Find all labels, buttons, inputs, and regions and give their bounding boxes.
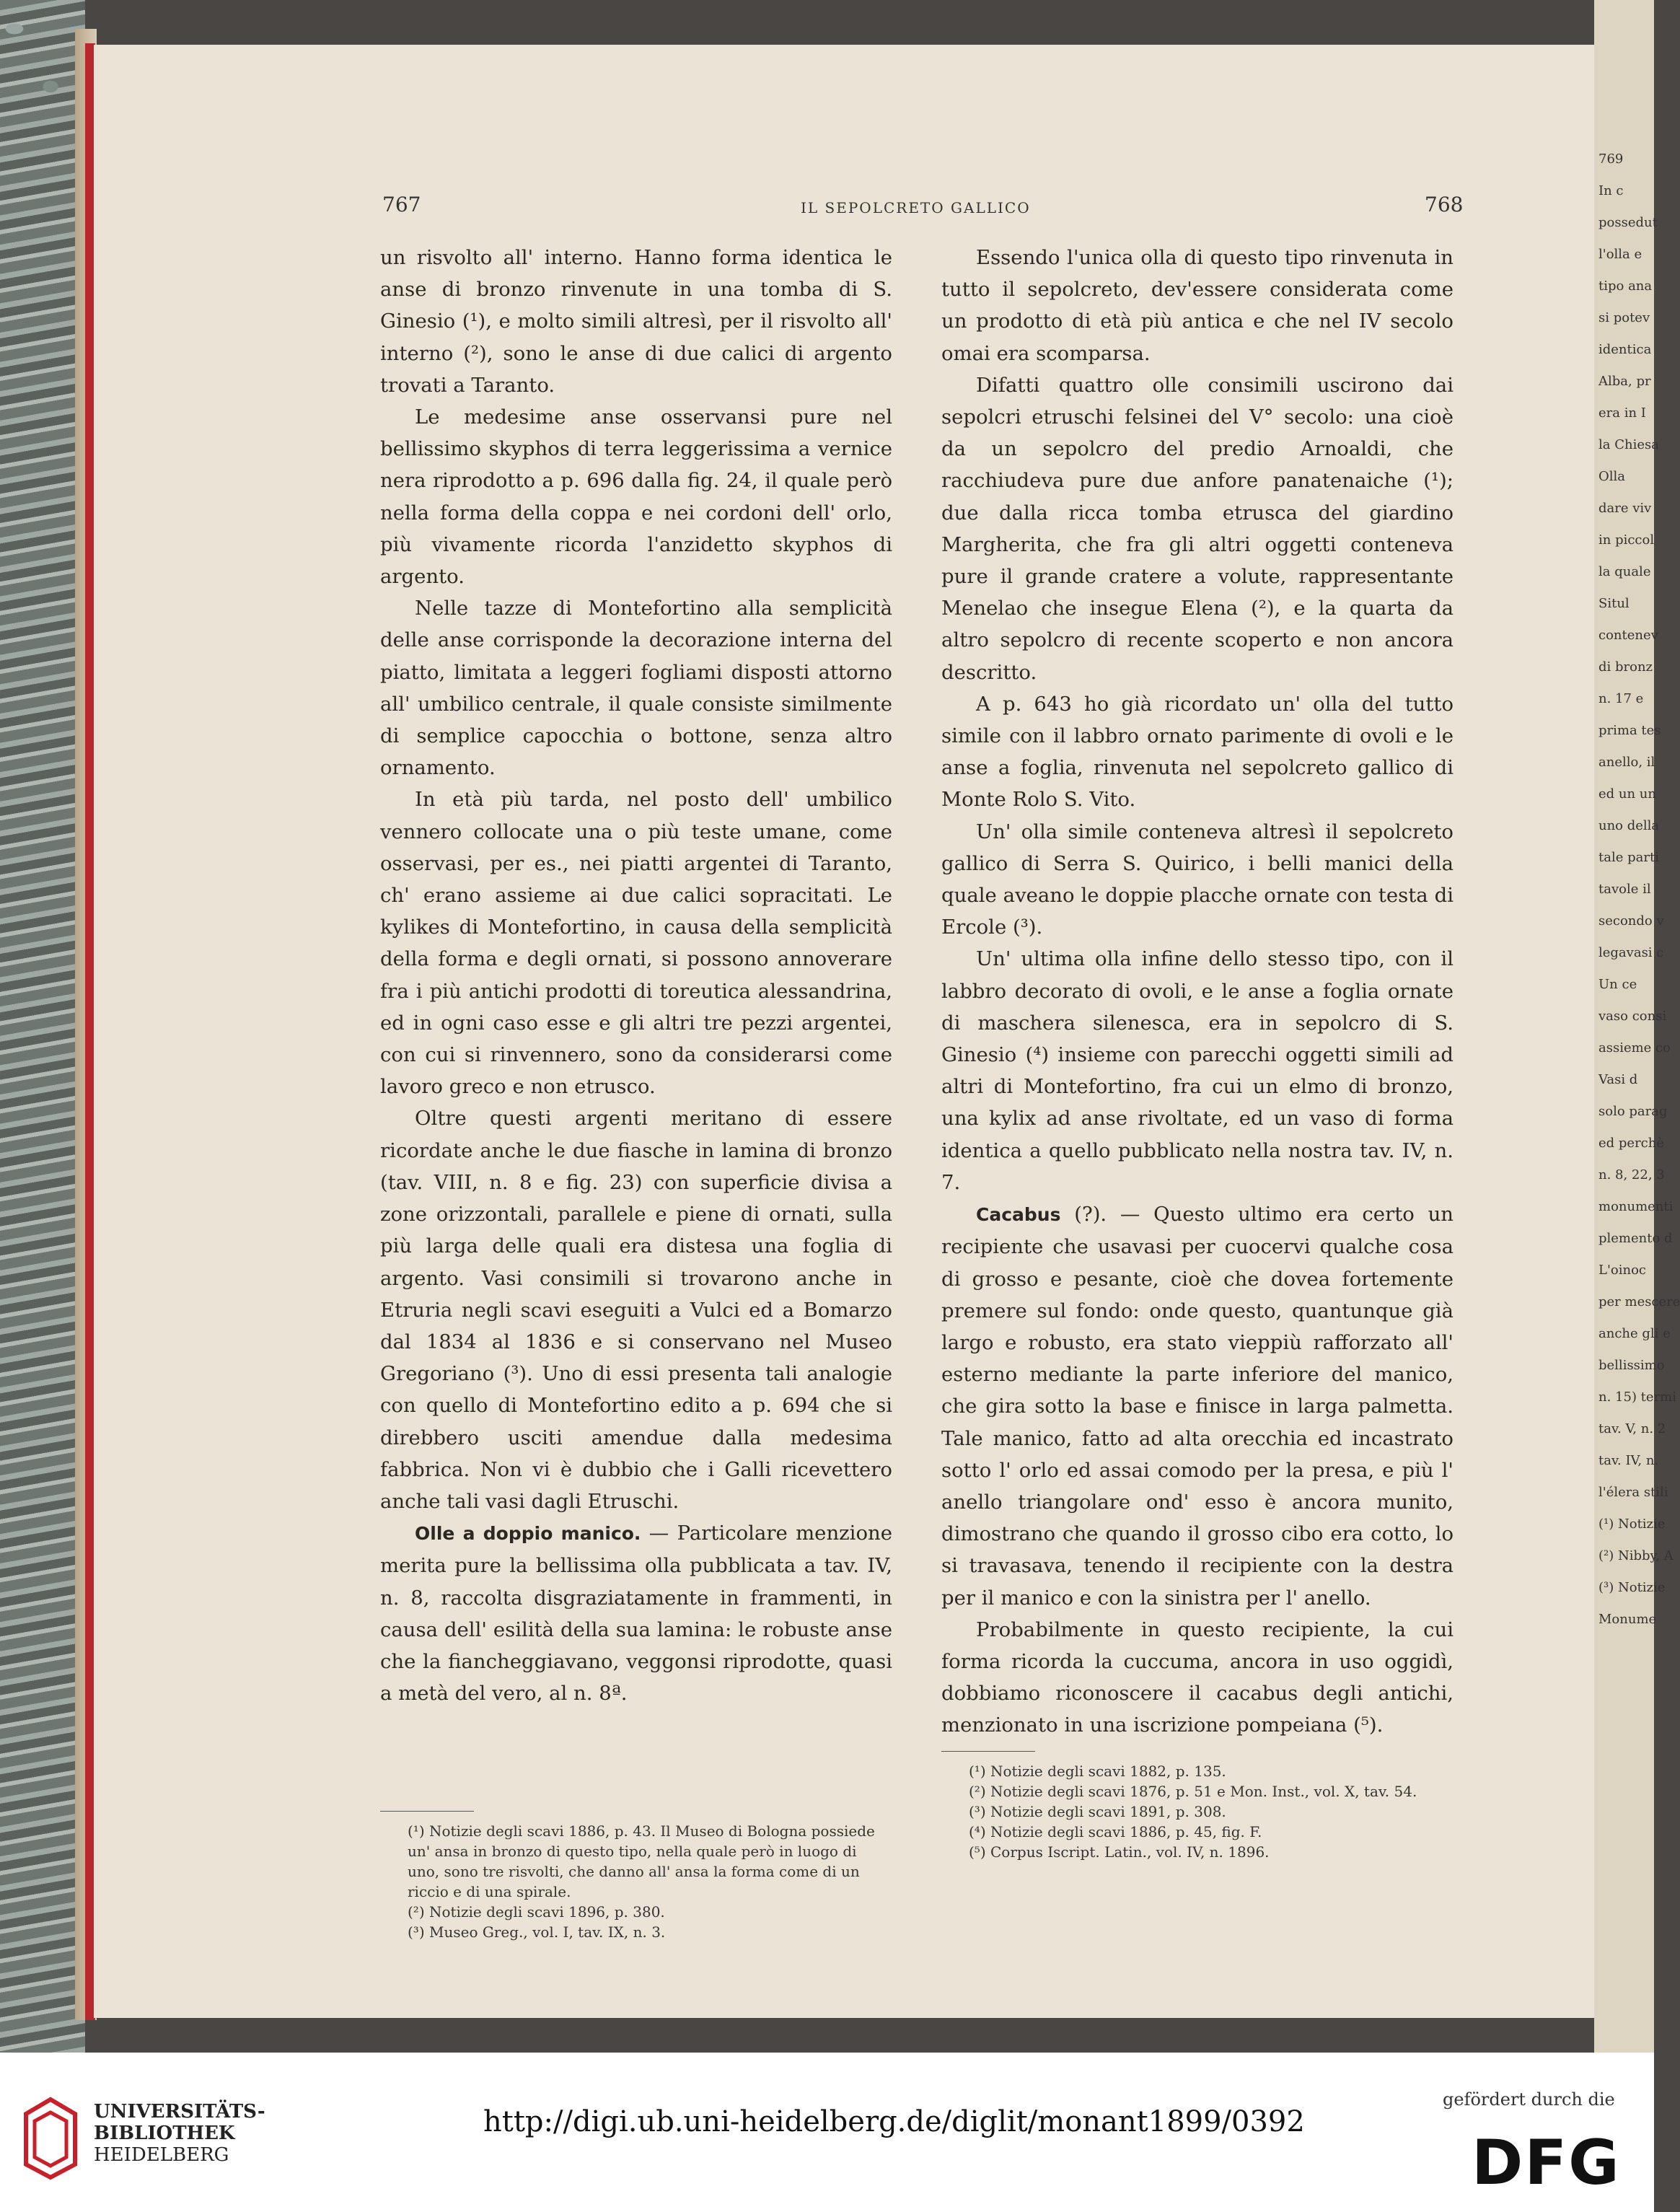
adjacent-page-text: assieme co — [1598, 1040, 1671, 1055]
adjacent-page-text: contenev — [1598, 628, 1658, 643]
paragraph: Un' olla simile conteneva altresì il sepolcreto gallico di Serra S. Quirico, i belli manici della quale aveano le doppie placche ornate con testa di Ercole (³). — [941, 820, 1453, 939]
adjacent-page-fragment — [1594, 0, 1680, 2053]
adjacent-page-text: In c — [1598, 183, 1624, 198]
adjacent-page-text: di bronz — [1598, 659, 1653, 675]
adjacent-page-text: possedut — [1598, 215, 1658, 230]
library-name-line2: BIBLIOTHEK — [94, 2123, 235, 2144]
paragraph-with-heading — [941, 1198, 1453, 1614]
adjacent-page-text: Alba, pr — [1598, 374, 1651, 389]
adjacent-page-text: solo parag — [1598, 1104, 1668, 1119]
paragraph: Nelle tazze di Montefortino alla semplicità delle anse corrisponde la decorazione interna del piatto, limitata a leggeri fogliami disposti attorno all' umbilico centrale, il quale consiste similmente di semplice capocchia o bottone, senza altro ornamento. — [380, 597, 892, 780]
adjacent-page-text: dare viv — [1598, 501, 1652, 516]
adjacent-page-text: tale parti — [1598, 850, 1659, 865]
running-title: IL SEPOLCRETO GALLICO — [801, 199, 1031, 216]
adjacent-page-text: ed un un — [1598, 786, 1656, 802]
footnote: (²) Notizie degli scavi 1896, p. 380. — [408, 1903, 665, 1921]
adjacent-page-text: legavasi c — [1598, 945, 1664, 960]
dfg-logo: DFG — [1472, 2127, 1621, 2199]
paragraph: Un' ultima olla infine dello stesso tipo, con il labbro decorato di ovoli, e le anse a foglia ornate di maschera silenesca, era in sepolcro di S. Ginesio (⁴) insieme con parecchi oggetti simili ad altri di Montefortino, fra cui un elmo di bronzo, una kylix ad anse rivoltate, ed un vaso di forma identica a quello pubblicato nella nostra tav. IV, n. 7. — [941, 947, 1453, 1194]
adjacent-page-text: tav. V, n. 2 — [1598, 1421, 1666, 1436]
adjacent-page-text: Un ce — [1598, 977, 1637, 992]
footnote: (¹) Notizie degli scavi 1882, p. 135. — [969, 1763, 1226, 1780]
library-name-line3: HEIDELBERG — [94, 2144, 229, 2166]
left-text-column — [380, 242, 892, 1709]
adjacent-page-text: (³) Notizie — [1598, 1580, 1666, 1595]
adjacent-page-text: secondo v — [1598, 913, 1664, 929]
adjacent-page-text: plemento d — [1598, 1231, 1673, 1246]
paragraph: In età più tarda, nel posto dell' umbilico vennero collocate una o più teste umane, come osservasi, per es., nei piatti argentei di Taranto, ch' erano assieme ai due calici sopracitati. Le kylikes di Montefortino, in causa della semplicità della forma e degli ornati, si possono annoverare fra i più antichi prodotti di toreutica alessandrina, ed in ogni caso esse e gli altri tre pezzi argentei, con cui si rinvennero, sono da considerarsi come lavoro greco e non etrusco. — [380, 788, 892, 1099]
footnote: (¹) Notizie degli scavi 1886, p. 43. Il Museo di Bologna possiede un' ansa in bronzo di questo tipo, nella quale però in luogo di uno, sono tre risvolti, che danno all' ansa la forma come di un riccio e di una spirale. — [408, 1822, 875, 1900]
adjacent-page-text: per mescere — [1598, 1294, 1680, 1309]
right-text-column — [941, 242, 1453, 1742]
adjacent-page-text: uno della — [1598, 818, 1660, 833]
footnote: (³) Notizie degli scavi 1891, p. 308. — [969, 1803, 1226, 1820]
funded-by-label: gefördert durch die — [1443, 2089, 1615, 2110]
paragraph: Difatti quattro olle consimili uscirono dai sepolcri etruschi felsinei del V° secolo: una cioè da un sepolcro del predio Arnoaldi, che racchiudeva pure due anfore panatenaiche (¹); due dalla ricca tomba etrusca del giardino Margherita, che fra gli altri oggetti conteneva pure il grande cratere a volute, rappresentante Menelao che insegue Elena (²), e la quarta da altro sepolcro di recente scoperto e non ancora descritto. — [941, 373, 1453, 684]
adjacent-page-text: (¹) Notizie — [1598, 1517, 1666, 1532]
adjacent-page-text: n. 17 e — [1598, 691, 1644, 706]
paragraph: Probabilmente in questo recipiente, la cui forma ricorda la cuccuma, ancora in uso oggidì, dobbiamo riconoscere il cacabus degli antichi, menzionato in una iscrizione pompeiana (⁵). — [941, 1618, 1453, 1737]
adjacent-page-text: la Chiesa — [1598, 437, 1659, 452]
paragraph: Le medesime anse osservansi pure nel bellissimo skyphos di terra leggerissima a vernice nera riprodotto a p. 696 dalla fig. 24, il quale però nella forma della coppa e nei cordoni dell' orlo, più vivamente ricorda l'anzidetto skyphos di argento. — [380, 405, 892, 589]
paragraph: un risvolto all' interno. Hanno forma identica le anse di bronzo rinvenute in una tomba di S. Ginesio (¹), e molto simili altresì, per il risvolto all' interno (²), sono le anse di due calici di argento trovati a Taranto. — [380, 246, 892, 397]
footnote: (⁵) Corpus Iscript. Latin., vol. IV, n. 1896. — [969, 1843, 1270, 1861]
footnote: (³) Museo Greg., vol. I, tav. IX, n. 3. — [408, 1923, 666, 1941]
adjacent-page-text: Olla — [1598, 469, 1626, 484]
left-footnotes — [380, 1821, 892, 1942]
adjacent-page-text: l'élera stili — [1598, 1485, 1668, 1500]
adjacent-page-text: tav. IV, n. — [1598, 1453, 1659, 1468]
adjacent-page-text: (²) Nibby, A — [1598, 1548, 1674, 1563]
page-number-right: 768 — [1425, 193, 1464, 216]
marbled-endpaper — [0, 0, 85, 2053]
adjacent-page-text: n. 15) termi — [1598, 1390, 1676, 1405]
paragraph-text: — Particolare menzione merita pure la bellissima olla pubblicata a tav. IV, n. 8, raccolta disgraziatamente in frammenti, in causa dell' esilità della sua lamina: le robuste anse che la fiancheggiavano, veggonsi riprodotte, quasi a metà del vero, al n. 8ª. — [380, 1522, 892, 1706]
adjacent-page-text: n. 8, 22, 3 — [1598, 1167, 1665, 1182]
adjacent-page-text: identica — [1598, 342, 1652, 357]
section-heading: Olle a doppio manico. — [415, 1523, 641, 1545]
adjacent-page-text: Situl — [1598, 596, 1630, 611]
adjacent-page-text: vaso consi — [1598, 1009, 1667, 1024]
paragraph-text: (?). — Questo ultimo era certo un recipiente che usavasi per cuocervi qualche cosa di grosso e pesante, cioè che dovea fortemente premere sul fondo: onde questo, quantunque già largo e robusto, era stato vieppiù rafforzato all' esterno mediante la parte inferiore del manico, che gira sotto la base e finisce in larga palmetta. Tale manico, fatto ad alta orecchia ed incastrato sotto l' orlo ed assai comodo per la presa, e più l' anello triangolare ond' esso è ancora munito, dimostrano che quando il grosso cibo era cotto, lo si travasava, tenendo il recipiente con la destra per il manico e con la sinistra per l' anello. — [941, 1203, 1453, 1610]
paragraph: A p. 643 ho già ricordato un' olla del tutto simile con il labbro ornato parimente di ovoli e le anse a foglia, rinvenuta nel sepolcreto gallico di Monte Rolo S. Vito. — [941, 692, 1453, 812]
footnote: (⁴) Notizie degli scavi 1886, p. 45, fig. F. — [969, 1823, 1262, 1840]
right-footnotes — [941, 1761, 1453, 1862]
adjacent-page-text: si potev — [1598, 310, 1650, 325]
adjacent-page-text: tavole il — [1598, 882, 1651, 897]
adjacent-page-text: ed perchè — [1598, 1136, 1665, 1151]
adjacent-page-text: prima tes — [1598, 723, 1661, 738]
section-heading: Cacabus — [976, 1204, 1061, 1226]
adjacent-page-text: era in I — [1598, 405, 1646, 421]
page-number-left: 767 — [382, 193, 421, 216]
library-logo-icon — [19, 2092, 82, 2179]
adjacent-page-text: Vasi d — [1598, 1072, 1638, 1087]
paragraph-with-heading — [380, 1517, 892, 1709]
adjacent-page-text: tipo ana — [1598, 278, 1653, 294]
adjacent-page-text: anello, il — [1598, 755, 1655, 770]
footnote: (²) Notizie degli scavi 1876, p. 51 e Mon. Inst., vol. X, tav. 54. — [969, 1783, 1417, 1800]
library-name — [94, 2101, 265, 2166]
footnote-rule-right — [941, 1751, 1035, 1752]
adjacent-page-text: monumenti — [1598, 1199, 1674, 1214]
library-name-line1: UNIVERSITÄTS- — [94, 2101, 265, 2123]
adjacent-page-text: anche gli e — [1598, 1326, 1671, 1341]
adjacent-page-text: 769 — [1598, 152, 1624, 167]
adjacent-page-text: Monume — [1598, 1612, 1657, 1627]
adjacent-page-text: bellissimo — [1598, 1358, 1665, 1373]
adjacent-page-text: L'oinoc — [1598, 1263, 1647, 1278]
adjacent-page-text: l'olla e — [1598, 247, 1642, 262]
adjacent-page-text: la quale — [1598, 564, 1651, 579]
footnote-rule-left — [380, 1811, 474, 1812]
paragraph: Essendo l'unica olla di questo tipo rinvenuta in tutto il sepolcreto, dev'essere considerata come un prodotto di età più antica e che nel IV secolo omai era scomparsa. — [941, 246, 1453, 365]
permalink-url[interactable]: http://digi.ub.uni-heidelberg.de/diglit/monant1899/0392 — [483, 2105, 1305, 2138]
adjacent-page-text: in piccol — [1598, 532, 1655, 548]
paragraph: Oltre questi argenti meritano di essere ricordate anche le due fiasche in lamina di bronzo (tav. VIII, n. 8 e fig. 23) con superficie divisa a zone orizzontali, parallele e piene di ornati, sulla più larga delle quali era distesa una foglia di argento. Vasi consimili si trovarono anche in Etruria negli scavi eseguiti a Vulci ed a Bomarzo dal 1834 al 1836 e si conservano nel Museo Gregoriano (³). Uno di essi presenta tali analogie con quello di Montefortino edito a p. 694 che si direbbero usciti amendue dalla medesima fabbrica. Non vi è dubbio che i Galli ricevettero anche tali vasi dagli Etruschi. — [380, 1107, 892, 1513]
